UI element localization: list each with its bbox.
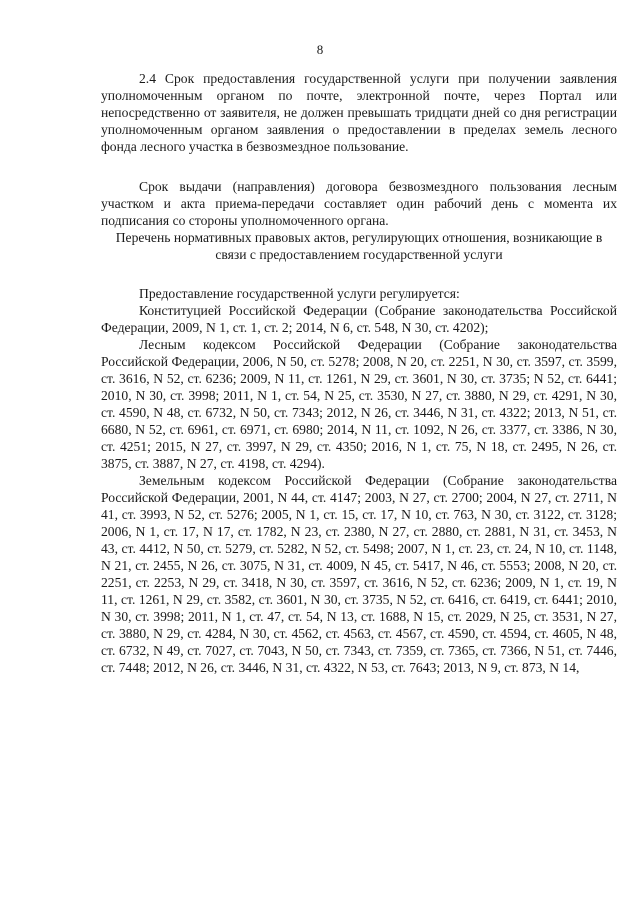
paragraph-contract-issue-term: Срок выдачи (направления) договора безвозмездного пользования лесным участком и акта приема-передачи составляет один рабочий день с момента их подписания со стороны уполномоченного органа.	[101, 179, 617, 228]
regulation-forest-code: Лесным кодексом Российской Федерации (Собрание законодательства Российской Федерации, 2006, N 50, ст. 5278; 2008, N 20, ст. 2251, N 30, ст. 3597, ст. 3599, ст. 3616, N 52, ст. 6236; 2009, N 11, ст. 1261, N 29, ст. 3601, N 30, ст. 3735; N 52, ст. 6441; 2010, N 30, ст. 3998; 2011, N 1, ст. 54, N 25, ст. 3530, N 27, ст. 3880, N 29, ст. 4291, N 30, ст. 4590, N 48, ст. 6732, N 50, ст. 7343; 2012, N 26, ст. 3446, N 31, ст. 4322; 2013, N 51, ст. 6680, N 52, ст. 6961, ст. 6971, ст. 6980; 2014, N 11, ст. 1092, N 26, ст. 3377, ст. 3386, N 30, ст. 4251; 2015, N 27, ст. 3997, N 29, ст. 4350; 2016, N 1, ст. 75, N 18, ст. 2495, N 26, ст. 3875, ст. 3887, N 27, ст. 4198, ст. 4294).	[101, 337, 617, 471]
paragraph-service-term: 2.4 Срок предоставления государственной услуги при получении заявления уполномоченным органом по почте, электронной почте, через Портал или непосредственно от заявителя, не должен превышать тридцати дней со дня регистрации уполномоченным органом заявления о предоставлении в пределах земель лесного фонда лесного участка в безвозмездное пользование.	[101, 71, 617, 154]
regulation-land-code: Земельным кодексом Российской Федерации (Собрание законодательства Российской Федерации, 2001, N 44, ст. 4147; 2003, N 27, ст. 2700; 2004, N 27, ст. 2711, N 41, ст. 3993, N 52, ст. 5276; 2005, N 1, ст. 15, ст. 17, N 10, ст. 763, N 30, ст. 3122, ст. 3128; 2006, N 1, ст. 17, N 17, ст. 1782, N 23, ст. 2380, N 27, ст. 2880, ст. 2881, N 31, ст. 3453, N 43, ст. 4412, N 50, ст. 5279, ст. 5282, N 52, ст. 5498; 2007, N 1, ст. 23, ст. 24, N 10, ст. 1148, N 21, ст. 2455, N 26, ст. 3075, N 31, ст. 4009, N 45, ст. 5417, N 46, ст. 5553; 2008, N 20, ст. 2251, ст. 2253, N 29, ст. 3418, N 30, ст. 3597, ст. 3616, N 52, ст. 6236; 2009, N 1, ст. 19, N 11, ст. 1261, N 29, ст. 3582, ст. 3601, N 30, ст. 3735, N 52, ст. 6416, ст. 6419, ст. 6441; 2010, N 30, ст. 3998; 2011, N 1, ст. 47, ст. 54, N 13, ст. 1688, N 15, ст. 2029, N 25, ст. 3531, N 27, ст. 3880, N 29, ст. 4284, N 30, ст. 4562, ст. 4563, ст. 4567, ст. 4590, ст. 4594, ст. 4605, N 48, ст. 6732, N 49, ст. 7027, ст. 7043, N 50, ст. 7343, ст. 7359, ст. 7365, ст. 7366, N 51, ст. 7446, ст. 7448; 2012, N 26, ст. 3446, N 31, ст. 4322, N 53, ст. 7643; 2013, N 9, ст. 873, N 14,	[101, 473, 617, 675]
regulation-constitution: Конституцией Российской Федерации (Собрание законодательства Российской Федерации, 2009, N 1, ст. 1, ст. 2; 2014, N 6, ст. 548, N 30, ст. 4202);	[101, 303, 617, 335]
section-heading-legal-acts: Перечень нормативных правовых актов, регулирующих отношения, возникающие в связи с предоставлением государственной услуги	[115, 230, 603, 262]
page-number: 8	[316, 42, 324, 57]
document-body	[101, 70, 617, 676]
regulation-intro: Предоставление государственной услуги регулируется:	[139, 286, 460, 301]
